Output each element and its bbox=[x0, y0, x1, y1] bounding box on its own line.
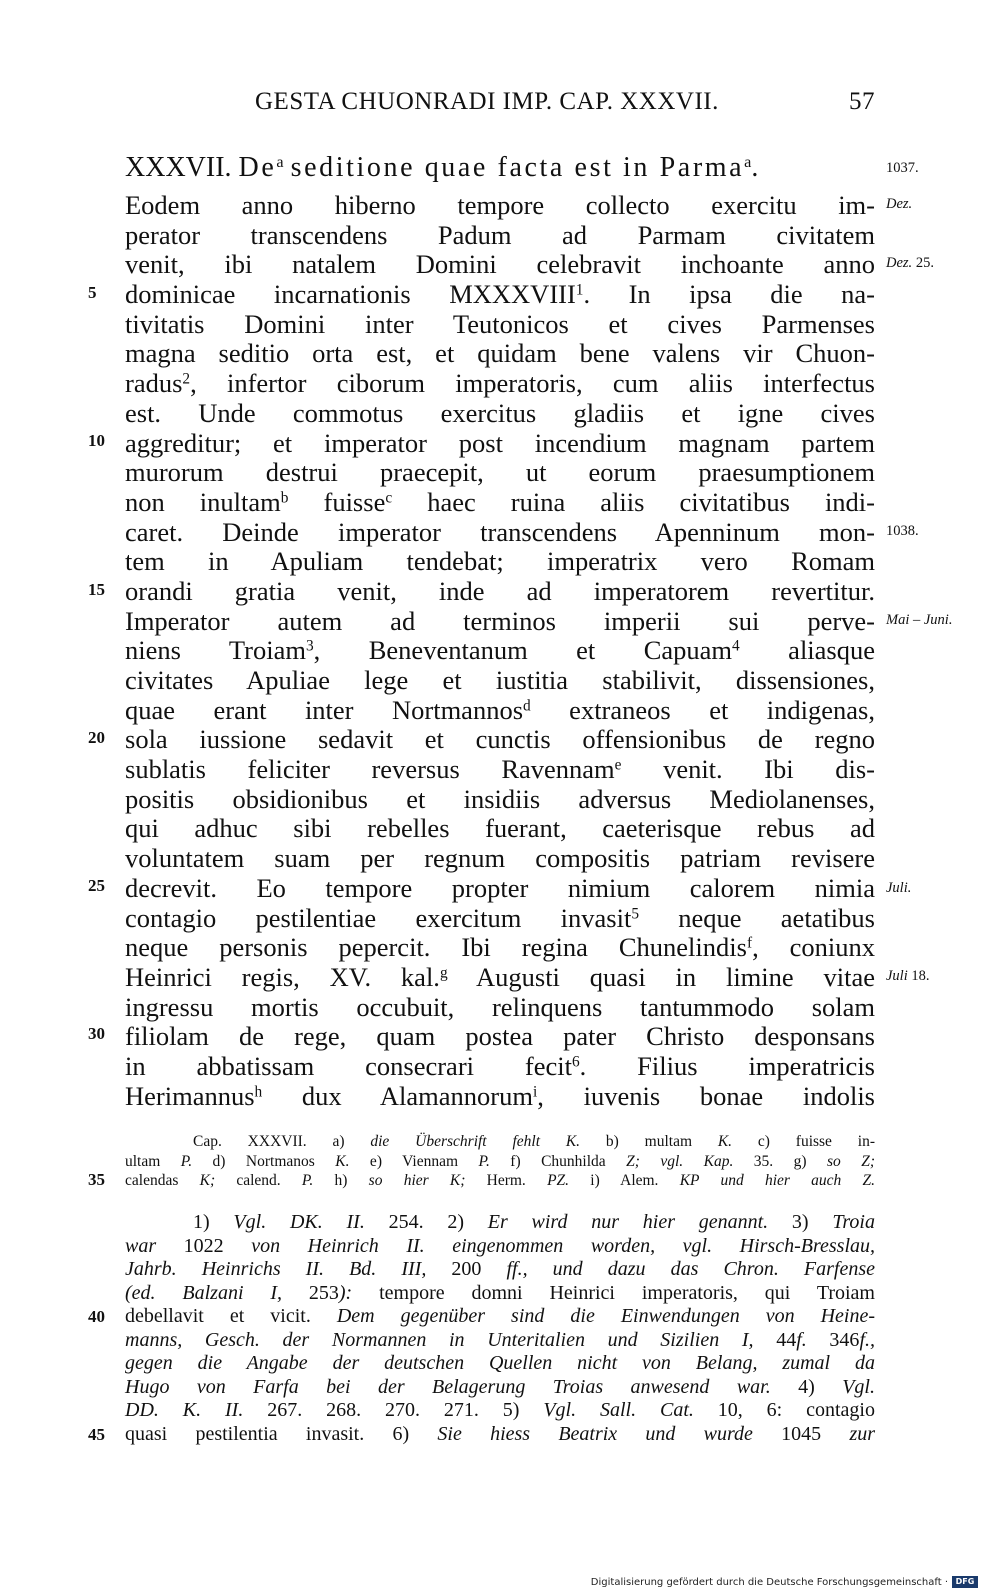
text-segment: tem in Apuliam tendebat; imperatrix vero Romam bbox=[125, 546, 875, 577]
line-number: 10 bbox=[88, 431, 105, 450]
text-segment: calend. bbox=[215, 1172, 302, 1189]
italic-text: von Heinrich II. eingenommen worden, vgl. Hirsch-Bresslau, bbox=[251, 1234, 876, 1257]
text-segment: , Beneventanum et Capuam bbox=[313, 635, 733, 666]
text-segment: quasi pestilentia invasit. 6) bbox=[125, 1422, 438, 1445]
text-segment: 253 bbox=[282, 1281, 339, 1304]
text-segment: Heinrici regis, XV. kal. bbox=[125, 961, 440, 992]
text-line bbox=[125, 814, 875, 844]
text-segment: dominicae incarnationis MXXXVIII bbox=[125, 279, 576, 310]
italic-text: P. bbox=[180, 1152, 193, 1170]
text-segment: 1045 bbox=[752, 1422, 850, 1445]
text-segment: contagio pestilentiae exercitum invasit bbox=[125, 902, 632, 933]
text-segment: 1022 bbox=[156, 1234, 252, 1257]
italic-text: K. bbox=[335, 1152, 350, 1170]
margin-date bbox=[886, 612, 952, 629]
line-number: 5 bbox=[88, 283, 97, 302]
footnotes bbox=[125, 1211, 875, 1446]
text-segment: Augusti quasi in limine vitae bbox=[447, 961, 875, 992]
text-line bbox=[125, 963, 875, 993]
note-line bbox=[125, 1376, 875, 1400]
text-line bbox=[125, 874, 875, 904]
text-segment: murorum destrui praecepit, ut eorum praesumptionem bbox=[125, 457, 875, 488]
footnote-ref: 1 bbox=[575, 281, 584, 299]
running-head bbox=[125, 88, 875, 120]
text-line bbox=[125, 399, 875, 429]
text-segment: ingressu mortis occubuit, relinquens tantummodo solam bbox=[125, 991, 875, 1022]
text-segment: neque aetatibus bbox=[639, 902, 875, 933]
text-segment: debellavit et vicit. bbox=[125, 1305, 337, 1327]
italic-text: K; bbox=[199, 1172, 216, 1189]
chapter-title-part: seditione quae facta est in Parma bbox=[290, 152, 745, 183]
italic-text: Z; vgl. Kap. bbox=[626, 1152, 734, 1170]
text-line bbox=[125, 785, 875, 815]
text-segment: , coniunx bbox=[752, 932, 876, 963]
chapter-heading bbox=[125, 152, 880, 184]
italic-text: so Z; bbox=[826, 1152, 875, 1170]
note-line bbox=[125, 1305, 875, 1329]
note-line bbox=[125, 1423, 875, 1447]
footnote-ref: 2 bbox=[182, 370, 191, 388]
text-line bbox=[125, 696, 875, 726]
note-line bbox=[125, 1399, 875, 1423]
apparatus-ref: a bbox=[744, 153, 752, 172]
text-line bbox=[125, 191, 875, 221]
note-line bbox=[125, 1329, 875, 1353]
text-segment: quae erant inter Nortmannos bbox=[125, 694, 524, 725]
text-segment: caret. Deinde imperator transcendens Apenninum mon- bbox=[125, 516, 875, 547]
note-line bbox=[125, 1235, 875, 1259]
text-segment: est. Unde commotus exercitus gladiis et igne cives bbox=[125, 397, 875, 428]
text-line bbox=[125, 933, 875, 963]
text-segment: aliasque bbox=[739, 635, 876, 666]
text-segment: neque personis pepercit. Ibi regina Chunelindis bbox=[125, 932, 747, 963]
page-number: 57 bbox=[849, 88, 875, 115]
italic-text: f. bbox=[796, 1328, 807, 1351]
text-segment: non inultam bbox=[125, 486, 281, 517]
text-segment: extraneos et indigenas, bbox=[530, 694, 875, 725]
text-segment: qui adhuc sibi rebelles fuerant, caeterisque rebus ad bbox=[125, 813, 875, 844]
italic-text: Vgl. bbox=[842, 1375, 875, 1398]
italic-text: P. bbox=[478, 1152, 490, 1170]
footer-credit-text: Digitalisierung gefördert durch die Deutsche Forschungsgemeinschaft · bbox=[590, 1576, 948, 1588]
line-number: 20 bbox=[88, 728, 105, 747]
text-segment: 25. bbox=[912, 255, 934, 271]
text-segment: venit. Ibi dis- bbox=[621, 754, 875, 785]
footnote-ref: e bbox=[614, 756, 622, 774]
text-segment: venit, ibi natalem Domini celebravit inchoante anno bbox=[125, 249, 875, 280]
italic-text: zur bbox=[849, 1422, 876, 1445]
text-segment: 254. 2) bbox=[364, 1211, 488, 1233]
italic-text: war bbox=[125, 1234, 157, 1257]
text-line bbox=[125, 577, 875, 607]
text-segment: 1038. bbox=[886, 523, 919, 539]
text-segment: Eodem anno hiberno tempore collecto exercitu im- bbox=[125, 190, 875, 220]
text-segment: decrevit. Eo tempore propter nimium calorem nimia bbox=[125, 872, 875, 903]
text-segment: sublatis feliciter reversus Ravennam bbox=[125, 754, 615, 785]
text-segment: 18. bbox=[907, 968, 930, 984]
text-segment: 346 bbox=[806, 1328, 860, 1351]
italic-text: Vgl. Sall. Cat. bbox=[543, 1399, 694, 1421]
footnote-ref: g bbox=[439, 964, 448, 982]
text-segment: 1037. bbox=[886, 160, 919, 176]
footnote-ref: i bbox=[533, 1083, 538, 1101]
text-segment: orandi gratia venit, inde ad imperatorem revertitur. bbox=[125, 575, 875, 606]
text-segment: 4) bbox=[770, 1375, 843, 1398]
italic-text: Hugo von Farfa bei der Belagerung Troias anwesend war. bbox=[125, 1375, 771, 1398]
margin-date bbox=[886, 160, 919, 177]
italic-text: DD. K. II. bbox=[125, 1399, 244, 1421]
text-line bbox=[125, 904, 875, 934]
footnote-ref: h bbox=[254, 1083, 263, 1101]
line-number: 30 bbox=[88, 1024, 105, 1043]
text-line bbox=[125, 339, 875, 369]
italic-text: Dez. bbox=[886, 255, 913, 271]
text-segment: . In ipsa die na- bbox=[583, 279, 875, 310]
note-line-number: 40 bbox=[88, 1307, 105, 1326]
text-segment: in abbatissam consecrari fecit bbox=[125, 1050, 572, 1081]
apparatus-line-number: 35 bbox=[88, 1170, 105, 1189]
italic-text: KP und hier auch Z. bbox=[679, 1172, 876, 1189]
italic-text: Jahrb. Heinrichs II. Bd. III, bbox=[125, 1258, 427, 1280]
margin-date bbox=[886, 968, 930, 985]
italic-text: Er wird nur hier genannt. bbox=[487, 1211, 769, 1233]
note-line bbox=[125, 1352, 875, 1376]
text-segment: sola iussione sedavit et cunctis offensionibus de regno bbox=[125, 724, 875, 755]
text-line bbox=[125, 666, 875, 696]
margin-date bbox=[886, 880, 911, 897]
text-segment: , infertor ciborum imperatoris, cum aliis interfectus bbox=[190, 368, 875, 399]
text-segment: tempore domni Heinrici imperatoris, qui Troiam bbox=[352, 1281, 875, 1304]
text-segment: tivitatis Domini inter Teutonicos et cives Parmenses bbox=[125, 308, 875, 339]
main-text bbox=[125, 191, 875, 1111]
text-segment: c) fuisse in- bbox=[732, 1133, 875, 1150]
italic-text: Juli bbox=[886, 968, 908, 984]
text-segment: filiolam de rege, quam postea pater Christo desponsans bbox=[125, 1021, 875, 1052]
italic-text: Dez. bbox=[886, 196, 913, 212]
italic-text: manns, Gesch. der Normannen in Unteritalien und Sizilien I, bbox=[125, 1328, 754, 1351]
text-line bbox=[125, 755, 875, 785]
line-number: 15 bbox=[88, 580, 105, 599]
text-segment: b) multam bbox=[580, 1133, 718, 1150]
text-line bbox=[125, 458, 875, 488]
italic-text: Sie hiess Beatrix und wurde bbox=[437, 1422, 753, 1445]
chapter-number: XXXVII. bbox=[125, 152, 232, 183]
italic-text: gegen die Angabe der deutschen Quellen nicht von Belang, zumal da bbox=[125, 1352, 875, 1374]
italic-text: Vgl. DK. II. bbox=[233, 1211, 365, 1233]
chapter-title-part: De bbox=[238, 152, 277, 183]
text-line bbox=[125, 993, 875, 1023]
text-segment: 267. 268. 270. 271. 5) bbox=[243, 1399, 544, 1421]
chapter-title-part: . bbox=[751, 152, 759, 183]
text-line bbox=[125, 725, 875, 755]
text-segment: d) Nortmanos bbox=[192, 1152, 336, 1170]
text-segment: niens Troiam bbox=[125, 635, 306, 666]
text-segment: magna seditio orta est, et quidam bene valens vir Chuon- bbox=[125, 338, 875, 369]
text-segment: haec ruina aliis civitatibus indi- bbox=[392, 486, 875, 517]
text-segment: 44 bbox=[753, 1328, 797, 1351]
text-line bbox=[125, 280, 875, 310]
apparatus-ref: a bbox=[276, 153, 284, 172]
text-line bbox=[125, 310, 875, 340]
italic-text: f., bbox=[859, 1328, 875, 1351]
text-line bbox=[125, 1022, 875, 1052]
text-segment: civitates Apuliae lege et iustitia stabilivit, dissensiones, bbox=[125, 665, 875, 695]
critical-apparatus bbox=[125, 1132, 875, 1191]
note-line-number: 45 bbox=[88, 1425, 105, 1444]
text-line bbox=[125, 1082, 875, 1112]
margin-date bbox=[886, 523, 919, 540]
italic-text: Troia bbox=[832, 1211, 875, 1233]
text-line bbox=[125, 547, 875, 577]
text-segment: Herimannus bbox=[125, 1080, 255, 1111]
italic-text: ): bbox=[338, 1281, 353, 1304]
text-line bbox=[125, 518, 875, 548]
text-segment: 10, 6: contagio bbox=[693, 1399, 875, 1421]
note-line bbox=[125, 1258, 875, 1282]
text-segment: perator transcendens Padum ad Parmam civitatem bbox=[125, 219, 875, 250]
text-segment: 1) bbox=[193, 1211, 234, 1233]
italic-text: Mai – Juni. bbox=[886, 612, 953, 628]
text-segment: Herm. bbox=[465, 1172, 548, 1189]
text-segment: 35. g) bbox=[733, 1152, 827, 1170]
footnote-ref: f bbox=[746, 934, 753, 952]
italic-text: (ed. Balzani I, bbox=[125, 1281, 283, 1304]
text-line bbox=[125, 607, 875, 637]
text-segment: calendas bbox=[125, 1172, 200, 1189]
footnote-ref: c bbox=[385, 489, 393, 507]
note-line bbox=[125, 1282, 875, 1306]
text-line bbox=[125, 1052, 875, 1082]
margin-date bbox=[886, 255, 934, 272]
italic-text: ff., und dazu das Chron. Farfense bbox=[506, 1258, 876, 1280]
footnote-ref: d bbox=[523, 697, 531, 715]
text-line bbox=[125, 636, 875, 666]
dfg-logo: DFG bbox=[952, 1576, 978, 1588]
text-segment: , iuvenis bonae indolis bbox=[537, 1080, 875, 1111]
text-line bbox=[125, 844, 875, 874]
text-segment: . Filius imperatricis bbox=[579, 1050, 875, 1081]
footer-credit bbox=[591, 1576, 978, 1588]
text-segment: voluntatem suam per regnum compositis patriam revisere bbox=[125, 843, 875, 874]
italic-text: PZ. bbox=[547, 1172, 570, 1189]
text-segment: fuisse bbox=[288, 486, 386, 517]
footnote-ref: 6 bbox=[571, 1053, 580, 1071]
text-segment: h) bbox=[313, 1172, 369, 1189]
text-line bbox=[125, 369, 875, 399]
text-segment: Imperator autem ad terminos imperii sui perve- bbox=[125, 605, 875, 636]
text-line bbox=[125, 488, 875, 518]
text-segment: f) Chunhilda bbox=[489, 1152, 627, 1170]
footnote-ref: 5 bbox=[631, 905, 639, 923]
footnote-ref: b bbox=[280, 489, 289, 507]
text-segment: positis obsidionibus et insidiis adversus Mediolanenses, bbox=[125, 783, 875, 814]
margin-date bbox=[886, 196, 912, 213]
text-segment: 200 bbox=[426, 1258, 507, 1280]
text-line bbox=[125, 250, 875, 280]
apparatus-line bbox=[125, 1171, 875, 1191]
apparatus-line bbox=[125, 1132, 875, 1152]
italic-text: Juli. bbox=[886, 880, 912, 896]
text-segment: i) Alem. bbox=[569, 1172, 680, 1189]
text-segment: e) Viennam bbox=[349, 1152, 479, 1170]
footnote-ref: 4 bbox=[732, 637, 740, 655]
text-segment: dux Alamannorum bbox=[262, 1080, 533, 1111]
running-head-title: GESTA CHUONRADI IMP. CAP. XXXVII. bbox=[255, 88, 719, 115]
italic-text: so hier K; bbox=[368, 1172, 466, 1189]
apparatus-line bbox=[125, 1152, 875, 1172]
text-segment: aggreditur; et imperator post incendium magnam partem bbox=[125, 427, 875, 458]
italic-text: K. bbox=[717, 1133, 733, 1150]
italic-text: Dem gegenüber sind die Einwendungen von Heine- bbox=[336, 1305, 875, 1327]
footnote-ref: 3 bbox=[305, 637, 314, 655]
text-segment: 3) bbox=[768, 1211, 833, 1233]
text-line bbox=[125, 221, 875, 251]
text-segment: ultam bbox=[125, 1152, 181, 1170]
line-number: 25 bbox=[88, 876, 105, 895]
text-line bbox=[125, 429, 875, 459]
note-line bbox=[125, 1211, 875, 1235]
italic-text: P. bbox=[301, 1172, 314, 1189]
text-segment: radus bbox=[125, 368, 183, 399]
italic-text: die Überschrift fehlt K. bbox=[370, 1133, 581, 1150]
text-segment: Cap. XXXVII. a) bbox=[193, 1133, 371, 1150]
